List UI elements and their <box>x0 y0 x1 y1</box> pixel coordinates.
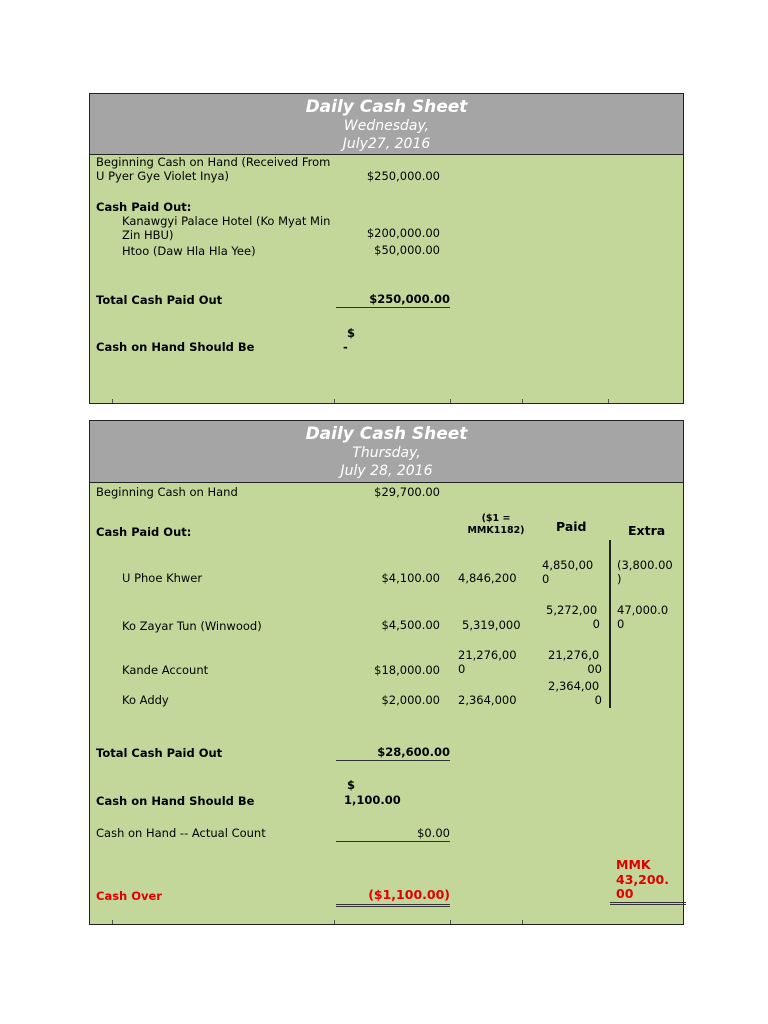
cash-should-be-label: Cash on Hand Should Be <box>96 340 255 354</box>
paid-item-paid: 21,276,0 00 <box>548 648 602 676</box>
mmk-double-underline <box>610 902 686 905</box>
paid-item-name: Kande Account <box>122 663 209 677</box>
gridline-tick <box>608 399 609 403</box>
cash-should-be-line2: - <box>343 340 348 354</box>
paid-column-header: Paid <box>556 519 587 534</box>
sheet-2-header <box>90 421 683 483</box>
paid-item-name: Htoo (Daw Hla Hla Yee) <box>122 244 256 258</box>
paid-item-usd: $2,000.00 <box>381 693 440 707</box>
beginning-cash-amount: $250,000.00 <box>366 169 440 183</box>
gridline-tick <box>334 399 335 403</box>
sheet-2-title: Daily Cash Sheet <box>305 424 468 444</box>
paid-item-mmk: 21,276,00 0 <box>458 648 517 676</box>
mmk-over-amount: MMK 43,200. 00 <box>616 857 669 901</box>
paid-item-mmk: 5,319,000 <box>462 618 521 632</box>
extra-column-header: Extra <box>628 523 666 538</box>
paid-item-mmk: 4,846,200 <box>458 571 517 585</box>
cash-should-be-label: Cash on Hand Should Be <box>96 794 255 808</box>
paid-extra-divider <box>609 540 611 708</box>
paid-item-name: Ko Addy <box>122 693 169 707</box>
paid-item-paid: 5,272,00 0 <box>546 603 600 631</box>
sheet-1-title: Daily Cash Sheet <box>305 97 468 117</box>
sheet-2-day: Thursday, <box>352 445 421 461</box>
beginning-cash-label: Beginning Cash on Hand (Received From U Pyer Gye Violet Inya) <box>96 155 331 183</box>
sheet-2-date: July 28, 2016 <box>340 463 433 479</box>
paid-item-paid: 2,364,00 0 <box>548 679 602 707</box>
paid-item-extra: 47,000.0 0 <box>617 603 669 631</box>
cash-paid-out-label: Cash Paid Out: <box>96 525 192 539</box>
actual-count-label: Cash on Hand -- Actual Count <box>96 826 266 840</box>
beginning-cash-amount: $29,700.00 <box>374 485 440 499</box>
exchange-rate-header: ($1 = MMK1182) <box>467 513 525 536</box>
actual-count-amount: $0.00 <box>336 826 450 842</box>
cash-sheet-2 <box>89 420 684 925</box>
beginning-cash-label: Beginning Cash on Hand <box>96 485 238 499</box>
total-cash-paid-out-label: Total Cash Paid Out <box>96 293 223 307</box>
paid-item-usd: $18,000.00 <box>374 663 440 677</box>
gridline-tick <box>522 399 523 403</box>
cash-should-be-line2: 1,100.00 <box>344 793 401 807</box>
paid-item-amount: $50,000.00 <box>374 243 440 257</box>
paid-item-mmk: 2,364,000 <box>458 693 517 707</box>
gridline-tick <box>112 399 113 403</box>
paid-item-amount: $200,000.00 <box>366 226 440 240</box>
cash-over-label: Cash Over <box>96 889 162 903</box>
gridline-tick <box>334 920 335 924</box>
total-cash-paid-out-amount: $28,600.00 <box>336 745 450 761</box>
total-cash-paid-out-label: Total Cash Paid Out <box>96 746 223 760</box>
cash-should-be-line1: $ <box>347 326 356 340</box>
paid-item-name: Ko Zayar Tun (Winwood) <box>122 619 262 633</box>
gridline-tick <box>450 920 451 924</box>
paid-item-usd: $4,100.00 <box>381 571 440 585</box>
paid-item-extra: (3,800.00 ) <box>617 558 673 586</box>
sheet-1-date: July27, 2016 <box>342 136 431 152</box>
sheet-1-day: Wednesday, <box>343 118 430 134</box>
paid-item-usd: $4,500.00 <box>381 618 440 632</box>
cash-sheet-1 <box>89 93 684 404</box>
gridline-tick <box>522 920 523 924</box>
sheet-1-header <box>90 94 683 155</box>
cash-should-be-line1: $ <box>347 778 356 792</box>
total-cash-paid-out-amount: $250,000.00 <box>336 292 450 308</box>
cash-over-amount: ($1,100.00) <box>336 888 450 907</box>
gridline-tick <box>450 399 451 403</box>
paid-item-paid: 4,850,00 0 <box>542 558 594 586</box>
paid-item-name: U Phoe Khwer <box>122 571 203 585</box>
paid-item-name: Kanawgyi Palace Hotel (Ko Myat Min Zin HBU) <box>122 214 331 242</box>
gridline-tick <box>112 920 113 924</box>
cash-paid-out-label: Cash Paid Out: <box>96 200 192 214</box>
